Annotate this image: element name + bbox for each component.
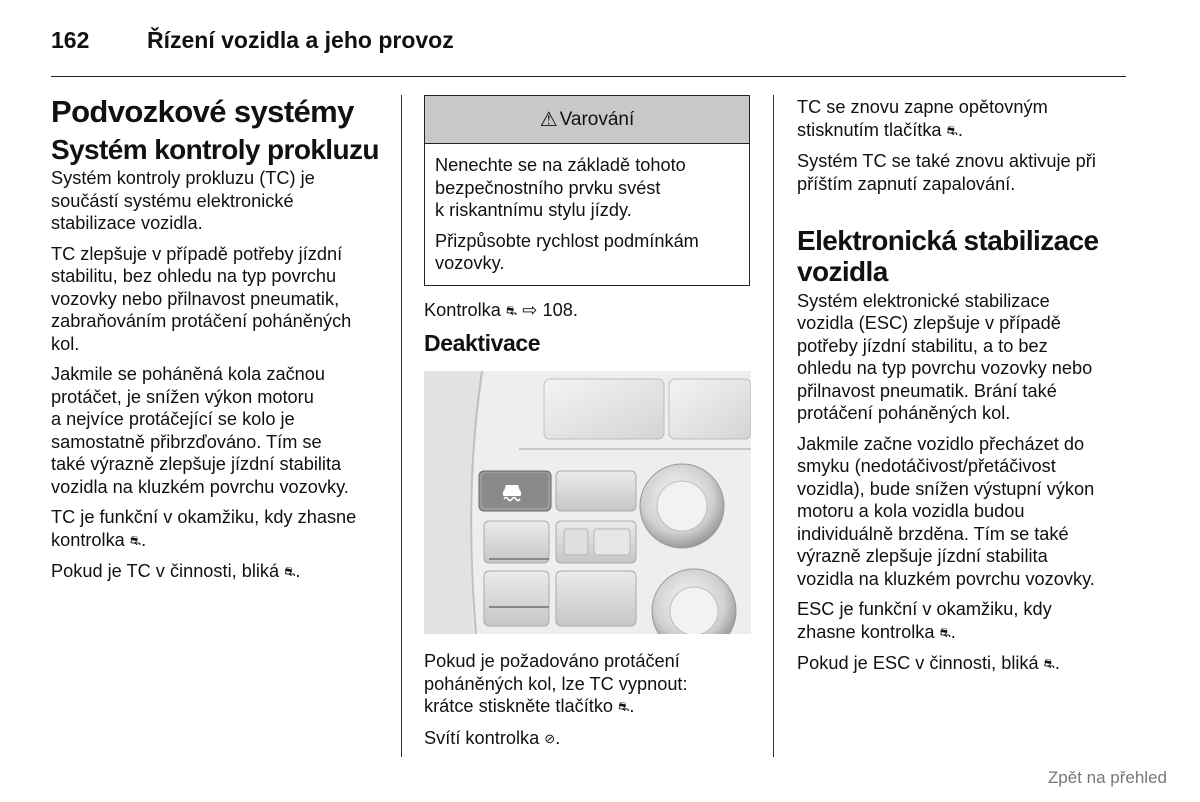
warning-triangle-icon: ⚠ [539,109,558,131]
paragraph-text: Svítí kontrolka [424,727,545,748]
traction-control-icon: ⛐ [939,624,951,640]
paragraph [51,560,386,584]
paragraph [797,652,1132,676]
paragraph [797,96,1132,142]
page-header [51,22,1126,77]
traction-control-icon: ⛐ [1043,656,1055,672]
paragraph-text: Pokud je TC v činnosti, bliká [51,561,285,581]
paragraph: Systém elektronické stabilizace vozidla (ESC) zlepšuje v případě potřeby jízdní stabilitu, a to bez ohledu na typ povrchu vozovky nebo přilnavost pneumatik. Brání také protáčení poháněných kol. [797,290,1093,424]
reference-page: 108. [537,299,578,320]
deactivation-heading: Deaktivace [424,330,541,356]
page-reference[interactable] [424,299,754,323]
column-right [797,96,1132,684]
section-title: Podvozkové systémy [51,94,354,129]
chapter-title: Řízení vozidla a jeho provoz [147,27,454,53]
back-to-overview-link[interactable]: Zpět na přehled [1047,768,1167,787]
page-number: 162 [51,27,90,53]
dashboard-illustration [424,371,751,634]
paragraph: TC zlepšuje v případě potřeby jízdní stabilitu, bez ohledu na typ povrchu vozovky nebo přilnavost pneumatik, zabraňováním protáčení poháněných kol. [51,243,352,354]
paragraph-text: TC se znovu zapne opětovným stisknutím tlačítka [797,97,1048,140]
traction-control-icon: ⛐ [284,564,296,579]
paragraph-end: . [957,119,963,140]
paragraph-end: . [141,529,147,550]
paragraph: Jakmile začne vozidlo přecházet do smyku (nedotáčivost/přetáčivost vozidla), bude snížen výstupní výkon motoru a kola vozidla budou individuálně brzděna. Tím se také výrazně zlepšuje jízdní stabilita vozidla na kluzkém povrchu vozovky. [797,433,1095,589]
paragraph-text: Pokud je ESC v činnosti, bliká [797,653,1044,674]
paragraph-end: . [629,696,635,716]
traction-control-icon: ⛐ [129,532,142,548]
traction-control-icon: ⛐ [618,699,630,714]
paragraph-end: . [950,621,956,642]
paragraph-end: . [555,727,561,748]
warning-body [425,144,749,285]
column-divider [401,95,402,757]
warning-paragraph: Nenechte se na základě tohoto bezpečnostního prvku svést k riskantnímu stylu jízdy. [435,155,686,220]
esc-heading: Elektronická stabilizace vozidla [797,225,1099,288]
paragraph: Systém TC se také znovu aktivuje při příštím zapnutí zapalování. [797,151,1096,194]
traction-control-icon: ⛐ [505,302,518,318]
column-middle [424,92,754,758]
warning-header [425,96,749,144]
paragraph: Systém kontroly prokluzu (TC) je součástí systému elektronické stabilizace vozidla. [51,168,315,233]
paragraph [424,727,754,751]
column-left [51,92,386,592]
paragraph [51,506,386,552]
paragraph [797,598,1132,644]
paragraph-text: Pokud je požadováno protáčení poháněných kol, lze TC vypnout: krátce stiskněte tlačítko [424,651,688,716]
warning-box [424,95,750,286]
traction-control-icon: ⛐ [946,122,958,138]
page-reference-arrow-icon: ⇨ [522,299,538,320]
column-divider [773,95,774,757]
reference-text: Kontrolka [424,299,506,320]
warning-title: Varování [559,108,635,130]
subsection-title: Systém kontroly prokluzu [51,133,379,165]
traction-control-off-icon: ⊘ [544,730,556,746]
paragraph: Jakmile se poháněná kola začnou protáčet, je snížen výkon motoru a nejvíce protáčející se kolo je samostatně přibrzďováno. Tím se také výrazně zlepšuje jízdní stabilita vozidla na kluzkém povrchu vozovky. [51,364,349,497]
paragraph-text: TC je funkční v okamžiku, kdy zhasne kontrolka [51,507,357,550]
paragraph-end: . [1054,653,1060,674]
warning-paragraph: Přizpůsobte rychlost podmínkám vozovky. [435,230,699,273]
paragraph [424,650,754,719]
paragraph-text: ESC je funkční v okamžiku, kdy zhasne kontrolka [797,599,1052,642]
dashboard-photo [424,371,751,634]
paragraph-end: . [295,561,301,581]
